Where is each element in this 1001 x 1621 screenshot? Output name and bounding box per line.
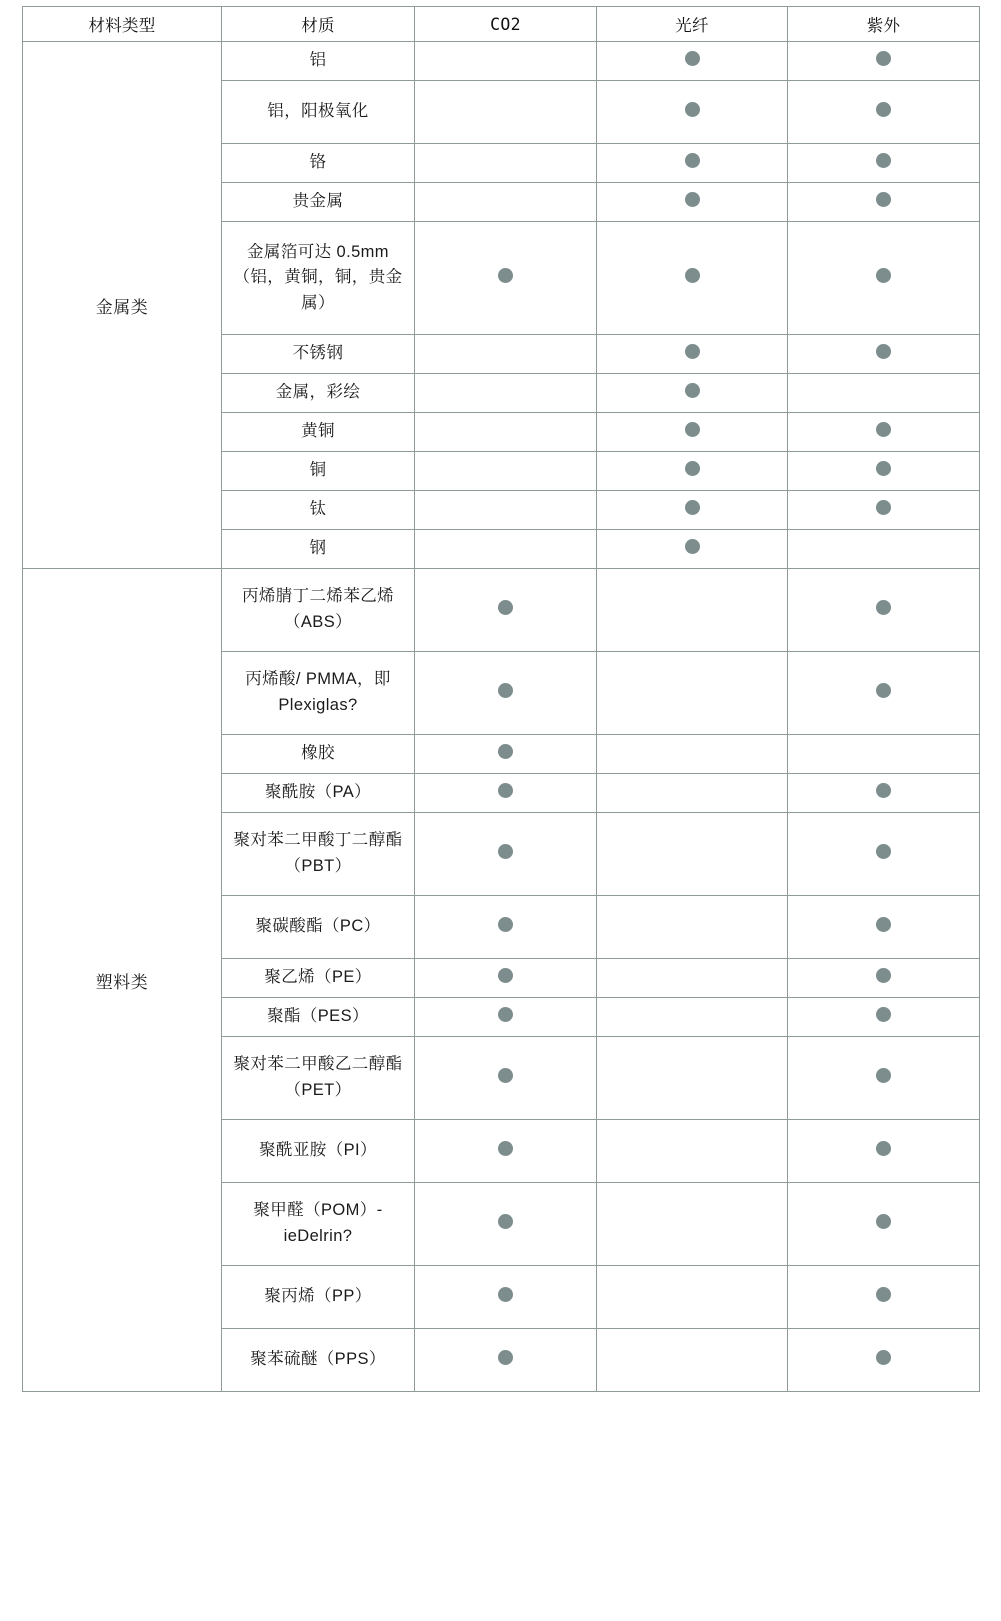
support-dot-icon xyxy=(876,102,891,117)
support-dot-icon xyxy=(498,917,513,932)
material-name-cell: 聚酰胺（PA） xyxy=(222,774,415,813)
uv-support-cell xyxy=(788,959,980,998)
material-name-cell: 聚丙烯（PP） xyxy=(222,1266,415,1329)
support-dot-icon xyxy=(498,1214,513,1229)
co2-support-cell xyxy=(415,959,597,998)
co2-support-cell xyxy=(415,530,597,569)
support-dot-icon xyxy=(685,344,700,359)
co2-support-cell xyxy=(415,1266,597,1329)
material-name-cell: 贵金属 xyxy=(222,183,415,222)
support-dot-icon xyxy=(876,917,891,932)
material-name-cell: 铬 xyxy=(222,144,415,183)
support-dot-icon xyxy=(876,192,891,207)
support-dot-icon xyxy=(685,500,700,515)
material-name-cell: 丙烯腈丁二烯苯乙烯（ABS） xyxy=(222,569,415,652)
material-name-cell: 聚酯（PES） xyxy=(222,998,415,1037)
column-header-material: 材质 xyxy=(222,7,415,42)
co2-support-cell xyxy=(415,1037,597,1120)
co2-support-cell xyxy=(415,774,597,813)
support-dot-icon xyxy=(876,683,891,698)
co2-support-cell xyxy=(415,144,597,183)
support-dot-icon xyxy=(685,192,700,207)
co2-support-cell xyxy=(415,1120,597,1183)
support-dot-icon xyxy=(498,683,513,698)
fiber-support-cell xyxy=(597,81,788,144)
co2-support-cell xyxy=(415,81,597,144)
material-name-cell: 丙烯酸/ PMMA，即 Plexiglas? xyxy=(222,652,415,735)
material-name-cell: 铝 xyxy=(222,42,415,81)
co2-support-cell xyxy=(415,413,597,452)
co2-support-cell xyxy=(415,1329,597,1392)
fiber-support-cell xyxy=(597,413,788,452)
uv-support-cell xyxy=(788,374,980,413)
uv-support-cell xyxy=(788,998,980,1037)
support-dot-icon xyxy=(685,102,700,117)
table-body xyxy=(23,42,980,1392)
fiber-support-cell xyxy=(597,42,788,81)
table-header-row xyxy=(23,7,980,42)
uv-support-cell xyxy=(788,491,980,530)
fiber-support-cell xyxy=(597,1266,788,1329)
material-compatibility-table xyxy=(22,6,980,1392)
table-row xyxy=(23,569,980,652)
support-dot-icon xyxy=(685,422,700,437)
support-dot-icon xyxy=(876,1214,891,1229)
column-header-uv: 紫外 xyxy=(788,7,980,42)
uv-support-cell xyxy=(788,81,980,144)
uv-support-cell xyxy=(788,1120,980,1183)
fiber-support-cell xyxy=(597,998,788,1037)
co2-support-cell xyxy=(415,42,597,81)
support-dot-icon xyxy=(498,1350,513,1365)
support-dot-icon xyxy=(876,51,891,66)
column-header-co2: CO2 xyxy=(415,7,597,42)
uv-support-cell xyxy=(788,335,980,374)
support-dot-icon xyxy=(876,153,891,168)
uv-support-cell xyxy=(788,569,980,652)
table-row xyxy=(23,42,980,81)
co2-support-cell xyxy=(415,335,597,374)
support-dot-icon xyxy=(876,844,891,859)
uv-support-cell xyxy=(788,774,980,813)
fiber-support-cell xyxy=(597,1037,788,1120)
support-dot-icon xyxy=(876,1141,891,1156)
material-name-cell: 钢 xyxy=(222,530,415,569)
support-dot-icon xyxy=(876,1350,891,1365)
support-dot-icon xyxy=(876,500,891,515)
material-name-cell: 黄铜 xyxy=(222,413,415,452)
fiber-support-cell xyxy=(597,144,788,183)
uv-support-cell xyxy=(788,1183,980,1266)
co2-support-cell xyxy=(415,813,597,896)
material-category-cell: 塑料类 xyxy=(23,569,222,1392)
co2-support-cell xyxy=(415,1183,597,1266)
support-dot-icon xyxy=(685,539,700,554)
support-dot-icon xyxy=(498,1141,513,1156)
material-name-cell: 聚乙烯（PE） xyxy=(222,959,415,998)
uv-support-cell xyxy=(788,42,980,81)
support-dot-icon xyxy=(498,1068,513,1083)
fiber-support-cell xyxy=(597,959,788,998)
support-dot-icon xyxy=(498,783,513,798)
fiber-support-cell xyxy=(597,813,788,896)
co2-support-cell xyxy=(415,735,597,774)
material-name-cell: 金属箔可达 0.5mm（铝，黄铜，铜，贵金属） xyxy=(222,222,415,335)
uv-support-cell xyxy=(788,1266,980,1329)
fiber-support-cell xyxy=(597,1329,788,1392)
co2-support-cell xyxy=(415,652,597,735)
co2-support-cell xyxy=(415,491,597,530)
support-dot-icon xyxy=(876,1287,891,1302)
fiber-support-cell xyxy=(597,569,788,652)
support-dot-icon xyxy=(876,783,891,798)
fiber-support-cell xyxy=(597,530,788,569)
material-name-cell: 聚碳酸酯（PC） xyxy=(222,896,415,959)
support-dot-icon xyxy=(498,268,513,283)
fiber-support-cell xyxy=(597,1183,788,1266)
uv-support-cell xyxy=(788,530,980,569)
co2-support-cell xyxy=(415,998,597,1037)
co2-support-cell xyxy=(415,222,597,335)
support-dot-icon xyxy=(498,744,513,759)
uv-support-cell xyxy=(788,452,980,491)
support-dot-icon xyxy=(876,600,891,615)
support-dot-icon xyxy=(876,1007,891,1022)
column-header-fiber: 光纤 xyxy=(597,7,788,42)
material-name-cell: 钛 xyxy=(222,491,415,530)
fiber-support-cell xyxy=(597,735,788,774)
table-head xyxy=(23,7,980,42)
material-name-cell: 铜 xyxy=(222,452,415,491)
fiber-support-cell xyxy=(597,491,788,530)
fiber-support-cell xyxy=(597,183,788,222)
fiber-support-cell xyxy=(597,374,788,413)
support-dot-icon xyxy=(876,422,891,437)
uv-support-cell xyxy=(788,896,980,959)
support-dot-icon xyxy=(685,383,700,398)
fiber-support-cell xyxy=(597,335,788,374)
co2-support-cell xyxy=(415,452,597,491)
fiber-support-cell xyxy=(597,222,788,335)
support-dot-icon xyxy=(498,1287,513,1302)
uv-support-cell xyxy=(788,652,980,735)
co2-support-cell xyxy=(415,896,597,959)
uv-support-cell xyxy=(788,813,980,896)
support-dot-icon xyxy=(685,461,700,476)
support-dot-icon xyxy=(876,968,891,983)
material-name-cell: 聚苯硫醚（PPS） xyxy=(222,1329,415,1392)
support-dot-icon xyxy=(876,344,891,359)
uv-support-cell xyxy=(788,735,980,774)
material-name-cell: 聚对苯二甲酸丁二醇酯（PBT） xyxy=(222,813,415,896)
support-dot-icon xyxy=(498,968,513,983)
material-name-cell: 聚甲醛（POM）-ieDelrin? xyxy=(222,1183,415,1266)
support-dot-icon xyxy=(498,844,513,859)
fiber-support-cell xyxy=(597,652,788,735)
uv-support-cell xyxy=(788,1037,980,1120)
column-header-material-type: 材料类型 xyxy=(23,7,222,42)
material-name-cell: 聚对苯二甲酸乙二醇酯（PET） xyxy=(222,1037,415,1120)
support-dot-icon xyxy=(498,1007,513,1022)
support-dot-icon xyxy=(685,51,700,66)
support-dot-icon xyxy=(685,268,700,283)
support-dot-icon xyxy=(876,461,891,476)
fiber-support-cell xyxy=(597,452,788,491)
fiber-support-cell xyxy=(597,1120,788,1183)
uv-support-cell xyxy=(788,144,980,183)
material-name-cell: 橡胶 xyxy=(222,735,415,774)
uv-support-cell xyxy=(788,1329,980,1392)
uv-support-cell xyxy=(788,413,980,452)
material-name-cell: 聚酰亚胺（PI） xyxy=(222,1120,415,1183)
uv-support-cell xyxy=(788,183,980,222)
uv-support-cell xyxy=(788,222,980,335)
support-dot-icon xyxy=(876,268,891,283)
material-name-cell: 不锈钢 xyxy=(222,335,415,374)
support-dot-icon xyxy=(498,600,513,615)
material-category-cell: 金属类 xyxy=(23,42,222,569)
co2-support-cell xyxy=(415,569,597,652)
co2-support-cell xyxy=(415,183,597,222)
material-name-cell: 金属，彩绘 xyxy=(222,374,415,413)
co2-support-cell xyxy=(415,374,597,413)
support-dot-icon xyxy=(685,153,700,168)
fiber-support-cell xyxy=(597,774,788,813)
fiber-support-cell xyxy=(597,896,788,959)
material-name-cell: 铝，阳极氧化 xyxy=(222,81,415,144)
support-dot-icon xyxy=(876,1068,891,1083)
